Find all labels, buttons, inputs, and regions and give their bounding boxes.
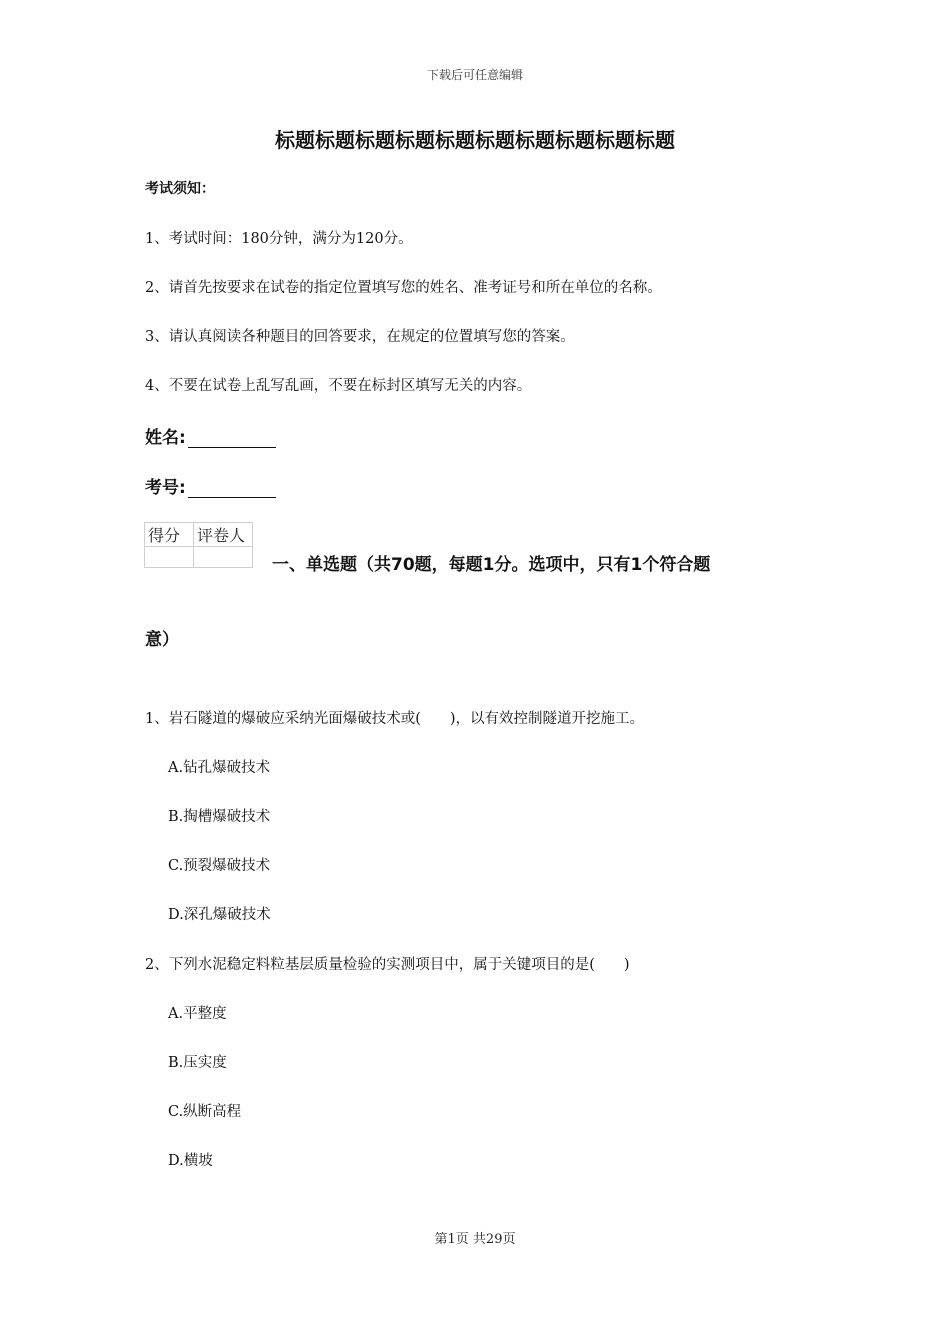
question-2-option-a[interactable]: A.平整度: [168, 1006, 227, 1022]
grader-cell[interactable]: [194, 547, 253, 568]
name-label: 姓名:: [145, 428, 186, 448]
grader-header: 评卷人: [194, 523, 253, 547]
id-field[interactable]: [145, 473, 276, 498]
notice-heading: 考试须知：: [145, 181, 215, 197]
score-table: [144, 522, 253, 568]
notice-item-3: 3、请认真阅读各种题目的回答要求，在规定的位置填写您的答案。: [145, 329, 575, 345]
page-footer: 第1页 共29页: [434, 1232, 516, 1247]
header-note: 下载后可任意编辑: [426, 68, 523, 82]
section-heading-line2: 意）: [145, 630, 179, 650]
id-blank[interactable]: [188, 479, 276, 498]
id-label: 考号:: [145, 478, 186, 498]
page-title: 标题标题标题标题标题标题标题标题标题标题: [275, 128, 675, 152]
name-field[interactable]: [145, 423, 276, 448]
question-1-option-b[interactable]: B.掏槽爆破技术: [168, 809, 271, 825]
question-1-option-a[interactable]: A.钻孔爆破技术: [168, 760, 271, 776]
score-cell[interactable]: [145, 547, 194, 568]
section-heading-line1: 一、单选题（共70题，每题1分。选项中，只有1个符合题: [272, 555, 711, 575]
name-blank[interactable]: [188, 429, 276, 448]
notice-item-1: 1、考试时间：180分钟，满分为120分。: [145, 231, 413, 247]
question-1-option-d[interactable]: D.深孔爆破技术: [168, 907, 271, 923]
notice-item-2: 2、请首先按要求在试卷的指定位置填写您的姓名、准考证号和所在单位的名称。: [145, 280, 662, 296]
question-2: 2、下列水泥稳定料粒基层质量检验的实测项目中，属于关键项目的是( ): [145, 957, 630, 973]
question-2-option-c[interactable]: C.纵断高程: [168, 1104, 242, 1120]
score-header: 得分: [145, 523, 194, 547]
notice-item-4: 4、不要在试卷上乱写乱画，不要在标封区填写无关的内容。: [145, 378, 532, 394]
question-1: 1、岩石隧道的爆破应采纳光面爆破技术或( )，以有效控制隧道开挖施工。: [145, 711, 645, 727]
question-2-option-d[interactable]: D.横坡: [168, 1153, 213, 1169]
question-1-option-c[interactable]: C.预裂爆破技术: [168, 858, 271, 874]
question-2-option-b[interactable]: B.压实度: [168, 1055, 227, 1071]
